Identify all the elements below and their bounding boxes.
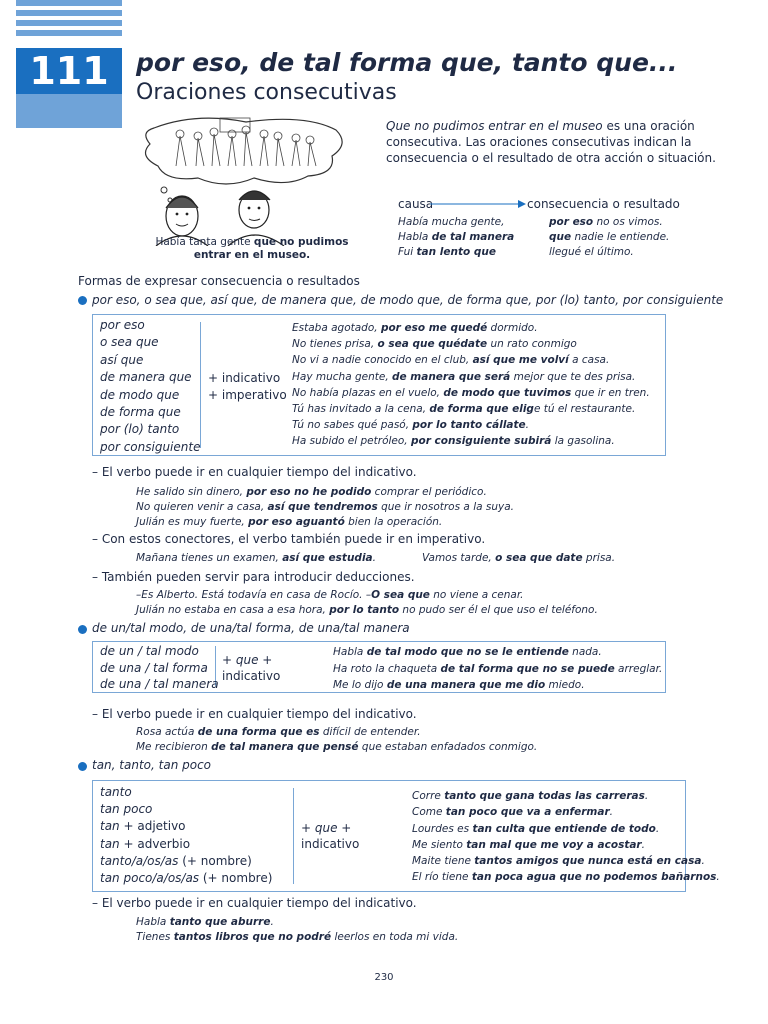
causa-label: causa <box>398 197 434 211</box>
header-stripes <box>16 0 122 48</box>
causa-example: Habla de tal manera <box>398 231 515 243</box>
illustration-caption <box>152 236 352 262</box>
unit-number-band <box>16 94 122 128</box>
page-number: 230 <box>374 972 394 983</box>
note-examples: He salido sin dinero, por eso no he podido comprar el periódico. No quieren venir a casa, así que tendremos que ir nosotros a la suya. Julián es muy fuerte, por eso aguantó bien la operación. <box>136 486 514 528</box>
connector: tanto <box>100 785 132 799</box>
consecuencia-label: consecuencia o resultado <box>527 197 680 211</box>
grammar-note: – El verbo puede ir en cualquier tiempo del indicativo. <box>92 896 417 910</box>
consecuencia-example: llegué el último. <box>549 246 634 258</box>
example-sentence: El río tiene tan poca agua que no podemos bañarnos. <box>412 871 720 884</box>
mood-label: + que + indicativo <box>222 653 281 683</box>
connector: tan + adverbio <box>100 836 191 851</box>
bullet-icon <box>78 762 87 771</box>
museum-crowd-illustration <box>136 116 354 246</box>
consecuencia-example: por eso no os vimos. <box>549 216 663 228</box>
note-example: Mañana tienes un examen, así que estudia. <box>136 552 376 564</box>
page-subtitle: Oraciones consecutivas <box>136 80 397 105</box>
section-heading: Formas de expresar consecuencia o resultados <box>78 274 360 288</box>
causa-example: Fui tan lento que <box>398 246 496 258</box>
examples-list <box>292 320 650 450</box>
example-sentence: Ha subido el petróleo, por consiguiente subirá la gasolina. <box>292 435 615 448</box>
section1-bullet: por eso, o sea que, así que, de manera que, de modo que, de forma que, por (lo) tanto, por consiguiente <box>92 293 724 307</box>
examples-list <box>333 644 662 694</box>
connector: así que <box>100 352 144 367</box>
unit-number: 111 <box>16 48 122 94</box>
mood-label: + que + indicativo <box>301 821 360 851</box>
bullet-icon <box>78 625 87 634</box>
example-sentence: Come tan poco que va a enfermar. <box>412 806 613 819</box>
example-sentence: No había plazas en el vuelo, de modo que tuvimos que ir en tren. <box>292 386 650 399</box>
connector: de una / tal forma <box>100 660 208 675</box>
example-sentence: Lourdes es tan culta que entiende de todo. <box>412 822 660 835</box>
connector: de un / tal modo <box>100 644 199 658</box>
example-sentence: Corre tanto que gana todas las carreras. <box>412 790 649 802</box>
arrow-right-icon <box>430 199 526 209</box>
example-sentence: Ha roto la chaqueta de tal forma que no se puede arreglar. <box>333 662 663 675</box>
example-sentence: Habla de tal modo que no se le entiende nada. <box>333 646 602 658</box>
grammar-note: – También pueden servir para introducir deducciones. <box>92 570 415 584</box>
page-title: por eso, de tal forma que, tanto que... <box>136 48 678 77</box>
note-examples: Rosa actúa de una forma que es difícil de entender. Me recibieron de tal manera que pensé que estaban enfadados conmigo. <box>136 726 538 753</box>
example-sentence: Me lo dijo de una manera que me dio miedo. <box>333 679 585 691</box>
connector: por eso <box>100 318 145 332</box>
caption-text: Había tanta gente <box>155 236 254 248</box>
consecuencia-example: que nadie le entiende. <box>549 231 670 243</box>
note-examples: –Es Alberto. Está todavía en casa de Rocío. –O sea que no viene a cenar. Julián no estaba en casa a esa hora, por lo tanto no pudo ser él el que uso el teléfono. <box>136 589 598 616</box>
connector: tan + adjetivo <box>100 819 186 834</box>
connector: de una / tal manera <box>100 677 219 691</box>
example-sentence: Estaba agotado, por eso me quedé dormido. <box>292 322 538 334</box>
connector: por (lo) tanto <box>100 422 180 437</box>
connector-list <box>100 643 219 693</box>
connector: tan poco/a/os/as (+ nombre) <box>100 871 273 886</box>
example-sentence: Me siento tan mal que me voy a acostar. <box>412 838 645 851</box>
example-sentence: No tienes prisa, o sea que quédate un rato conmigo <box>292 338 577 351</box>
table-divider <box>293 788 294 884</box>
grammar-note: – Con estos conectores, el verbo también puede ir en imperativo. <box>92 532 486 546</box>
note-example: Vamos tarde, o sea que date prisa. <box>422 552 616 564</box>
connector-list <box>100 318 200 457</box>
connector: tan poco <box>100 802 153 817</box>
grammar-note: – El verbo puede ir en cualquier tiempo del indicativo. <box>92 465 417 479</box>
intro-example: Que no pudimos entrar en el museo <box>386 119 603 133</box>
example-sentence: Maite tiene tantos amigos que nunca está en casa. <box>412 855 705 868</box>
section2-bullet: de un/tal modo, de una/tal forma, de una/tal manera <box>92 621 410 635</box>
bullet-icon <box>78 296 87 305</box>
grammar-note: – El verbo puede ir en cualquier tiempo del indicativo. <box>92 707 417 721</box>
note-examples: Habla tanto que aburre. Tienes tantos libros que no podré leerlos en toda mi vida. <box>136 916 459 943</box>
mood-label: + indicativo + imperativo <box>208 371 287 402</box>
causa-example: Había mucha gente, <box>398 216 505 228</box>
connector: o sea que <box>100 335 159 350</box>
example-sentence: Tú no sabes qué pasó, por lo tanto cállate. <box>292 419 529 432</box>
examples-list <box>412 788 720 886</box>
connector: de modo que <box>100 387 180 402</box>
example-sentence: No vi a nadie conocido en el club, así que me volví a casa. <box>292 354 610 367</box>
intro-paragraph <box>386 118 716 166</box>
caption-bold: que no pudimos <box>253 236 349 248</box>
connector: tanto/a/os/as (+ nombre) <box>100 853 252 868</box>
connector-list <box>100 784 272 887</box>
caption-line2: entrar en el museo. <box>193 249 311 261</box>
example-sentence: Hay mucha gente, de manera que será mejor que te des prisa. <box>292 370 636 383</box>
connector: de forma que <box>100 404 181 419</box>
section3-bullet: tan, tanto, tan poco <box>92 758 212 772</box>
intro-text: es una oración consecutiva. Las oraciones consecutivas indican la consecuencia o el resultado de otra acción o situación. <box>386 119 716 165</box>
connector: por consiguiente <box>100 439 201 454</box>
connector: de manera que <box>100 370 192 385</box>
example-sentence: Tú has invitado a la cena, de forma que elige tú el restaurante. <box>292 403 636 416</box>
